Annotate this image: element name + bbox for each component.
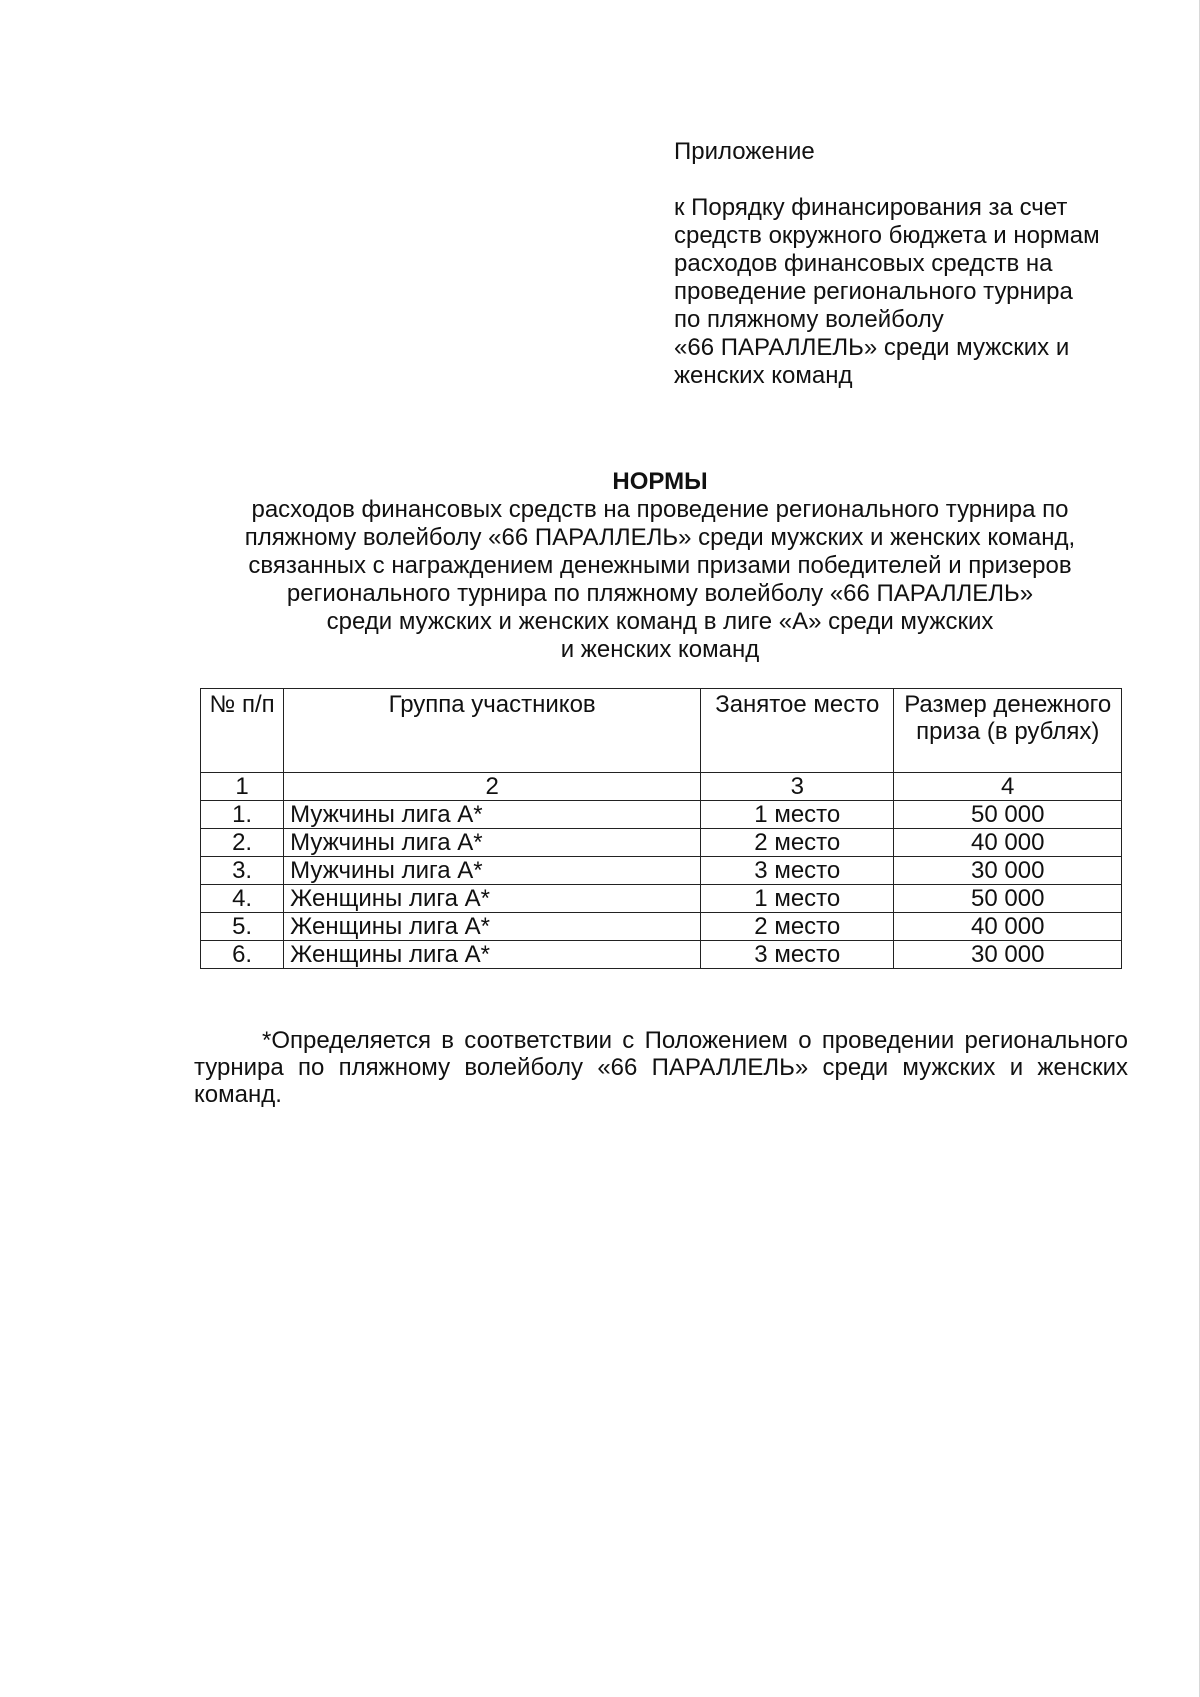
- row-group: Женщины лига А*: [284, 885, 701, 913]
- table-row: [201, 885, 1122, 913]
- row-place: 2 место: [701, 829, 894, 857]
- row-group: Мужчины лига А*: [284, 857, 701, 885]
- row-place: 3 место: [701, 857, 894, 885]
- row-prize: 50 000: [894, 801, 1122, 829]
- table-row: [201, 913, 1122, 941]
- column-index: 2: [284, 773, 701, 801]
- row-prize: 40 000: [894, 913, 1122, 941]
- row-num: 6.: [201, 941, 284, 969]
- column-index: 1: [201, 773, 284, 801]
- document-heading: [160, 468, 1160, 664]
- row-group: Женщины лига А*: [284, 941, 701, 969]
- appendix-label: Приложение: [674, 138, 815, 165]
- row-group: Мужчины лига А*: [284, 829, 701, 857]
- footnote: *Определяется в соответствии с Положением о проведении регионального турнира по пляжному волейболу «66 ПАРАЛЛЕЛЬ» среди мужских и женских команд.: [194, 1027, 1128, 1108]
- row-prize: 30 000: [894, 941, 1122, 969]
- column-index-row: [201, 773, 1122, 801]
- row-prize: 50 000: [894, 885, 1122, 913]
- row-num: 1.: [201, 801, 284, 829]
- heading-line: среди мужских и женских команд в лиге «А» среди мужских: [326, 608, 994, 635]
- header-place: Занятое место: [701, 689, 894, 773]
- appendix-line: «66 ПАРАЛЛЕЛЬ» среди мужских и: [674, 334, 1070, 361]
- heading-line: регионального турнира по пляжному волейболу «66 ПАРАЛЛЕЛЬ»: [286, 580, 1034, 607]
- row-num: 4.: [201, 885, 284, 913]
- document-title: НОРМЫ: [612, 468, 708, 495]
- heading-line: и женских команд: [560, 636, 760, 663]
- table-row: [201, 857, 1122, 885]
- appendix-block: [674, 138, 1144, 390]
- column-index: 4: [894, 773, 1122, 801]
- table-row: [201, 941, 1122, 969]
- appendix-line: по пляжному волейболу: [674, 306, 944, 333]
- row-prize: 30 000: [894, 857, 1122, 885]
- row-place: 1 место: [701, 801, 894, 829]
- heading-line: связанных с награждением денежными призами победителей и призеров: [248, 552, 1072, 579]
- heading-line: расходов финансовых средств на проведение регионального турнира по: [251, 496, 1069, 523]
- row-num: 5.: [201, 913, 284, 941]
- row-group: Женщины лига А*: [284, 913, 701, 941]
- appendix-line: к Порядку финансирования за счет: [674, 194, 1068, 221]
- appendix-line: расходов финансовых средств на: [674, 250, 1053, 277]
- row-num: 3.: [201, 857, 284, 885]
- appendix-line: женских команд: [674, 362, 853, 389]
- header-group: Группа участников: [284, 689, 701, 773]
- row-prize: 40 000: [894, 829, 1122, 857]
- row-place: 2 место: [701, 913, 894, 941]
- heading-line: пляжному волейболу «66 ПАРАЛЛЕЛЬ» среди мужских и женских команд,: [244, 524, 1076, 551]
- column-index: 3: [701, 773, 894, 801]
- row-group: Мужчины лига А*: [284, 801, 701, 829]
- header-num: № п/п: [201, 689, 284, 773]
- table-row: [201, 829, 1122, 857]
- appendix-line: проведение регионального турнира: [674, 278, 1073, 305]
- row-place: 1 место: [701, 885, 894, 913]
- row-place: 3 место: [701, 941, 894, 969]
- row-num: 2.: [201, 829, 284, 857]
- appendix-line: средств окружного бюджета и нормам: [674, 222, 1100, 249]
- table-header-row: [201, 689, 1122, 773]
- prize-table: [200, 688, 1122, 969]
- header-prize: Размер денежного приза (в рублях): [894, 689, 1122, 773]
- table-row: [201, 801, 1122, 829]
